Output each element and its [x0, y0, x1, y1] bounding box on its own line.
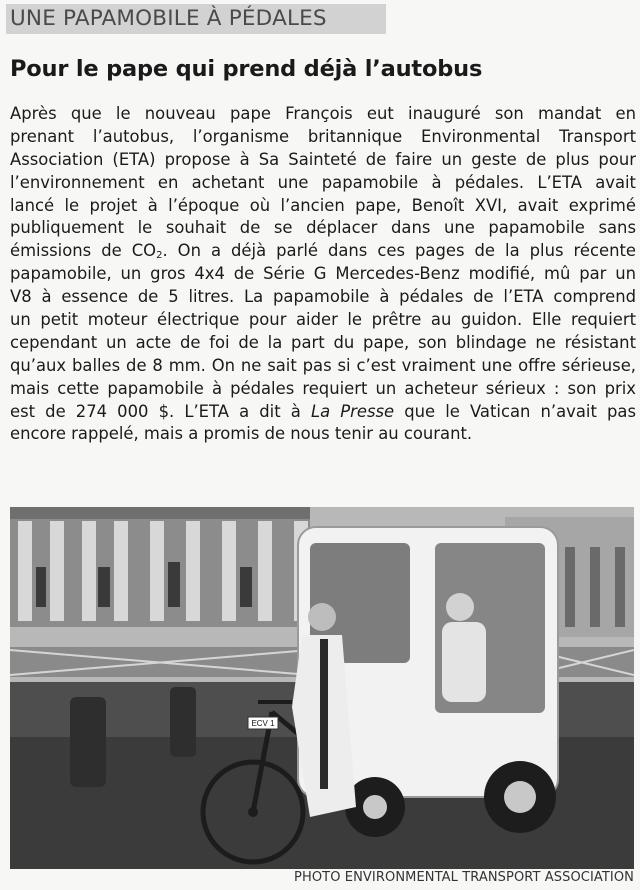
headline: Pour le pape qui prend déjà l’autobus: [10, 56, 483, 82]
body-line: [10, 401, 636, 424]
body-line: encore rappelé, mais a promis de nous tenir au courant.: [10, 424, 473, 444]
co2-subscript: 2: [156, 250, 163, 262]
body-line: qu’aux balles de 8 mm. On ne sait pas si c’est vraiment une offre sérieuse,: [10, 355, 636, 375]
body-line: cependant un acte de foi de la part du pape, son blindage ne résistant: [10, 332, 636, 352]
body-line: [10, 240, 636, 263]
co2-text: émissions de CO: [10, 241, 157, 261]
license-plate-text: ECV 1: [251, 719, 275, 728]
body-line: publiquement le souhait de se déplacer dans une papamobile sans: [10, 218, 636, 238]
photo-credit: PHOTO ENVIRONMENTAL TRANSPORT ASSOCIATION: [294, 870, 634, 885]
body-line-continued: que le Vatican n’avait pas: [394, 401, 636, 421]
body-line: V8 à essence de 5 litres. La papamobile à pédales de l’ETA comprend: [10, 287, 636, 307]
section-banner: [6, 4, 386, 34]
body-line: papamobile, un gros 4x4 de Série G Mercedes-Benz modifié, mû par un: [10, 264, 636, 284]
section-label: UNE PAPAMOBILE À PÉDALES: [10, 6, 327, 31]
body-line: lancé le projet à l’époque où l’ancien pape, Benoît XVI, avait exprimé: [10, 195, 636, 215]
body-line: Après que le nouveau pape François eut inauguré son mandat en: [10, 104, 636, 123]
body-line: l’environnement en achetant une papamobile à pédales. L’ETA avait: [10, 172, 636, 192]
body-line: prenant l’autobus, l’organisme britannique Environmental Transport: [10, 126, 636, 146]
body-line-start: est de 274 000 $. L’ETA a dit à: [10, 401, 311, 421]
news-photo: [10, 507, 634, 869]
body-line-continued: . On a déjà parlé dans ces pages de la plus récente: [162, 241, 636, 261]
body-line: Association (ETA) propose à Sa Sainteté de faire un geste de plus pour: [10, 149, 636, 169]
body-line: mais cette papamobile à pédales requiert un acheteur sérieux : son prix: [10, 378, 636, 398]
body-line: un petit moteur électrique pour aider le prêtre au guidon. Elle requiert: [10, 310, 636, 330]
newspaper-name: La Presse: [310, 401, 395, 421]
article-body: [10, 103, 636, 446]
